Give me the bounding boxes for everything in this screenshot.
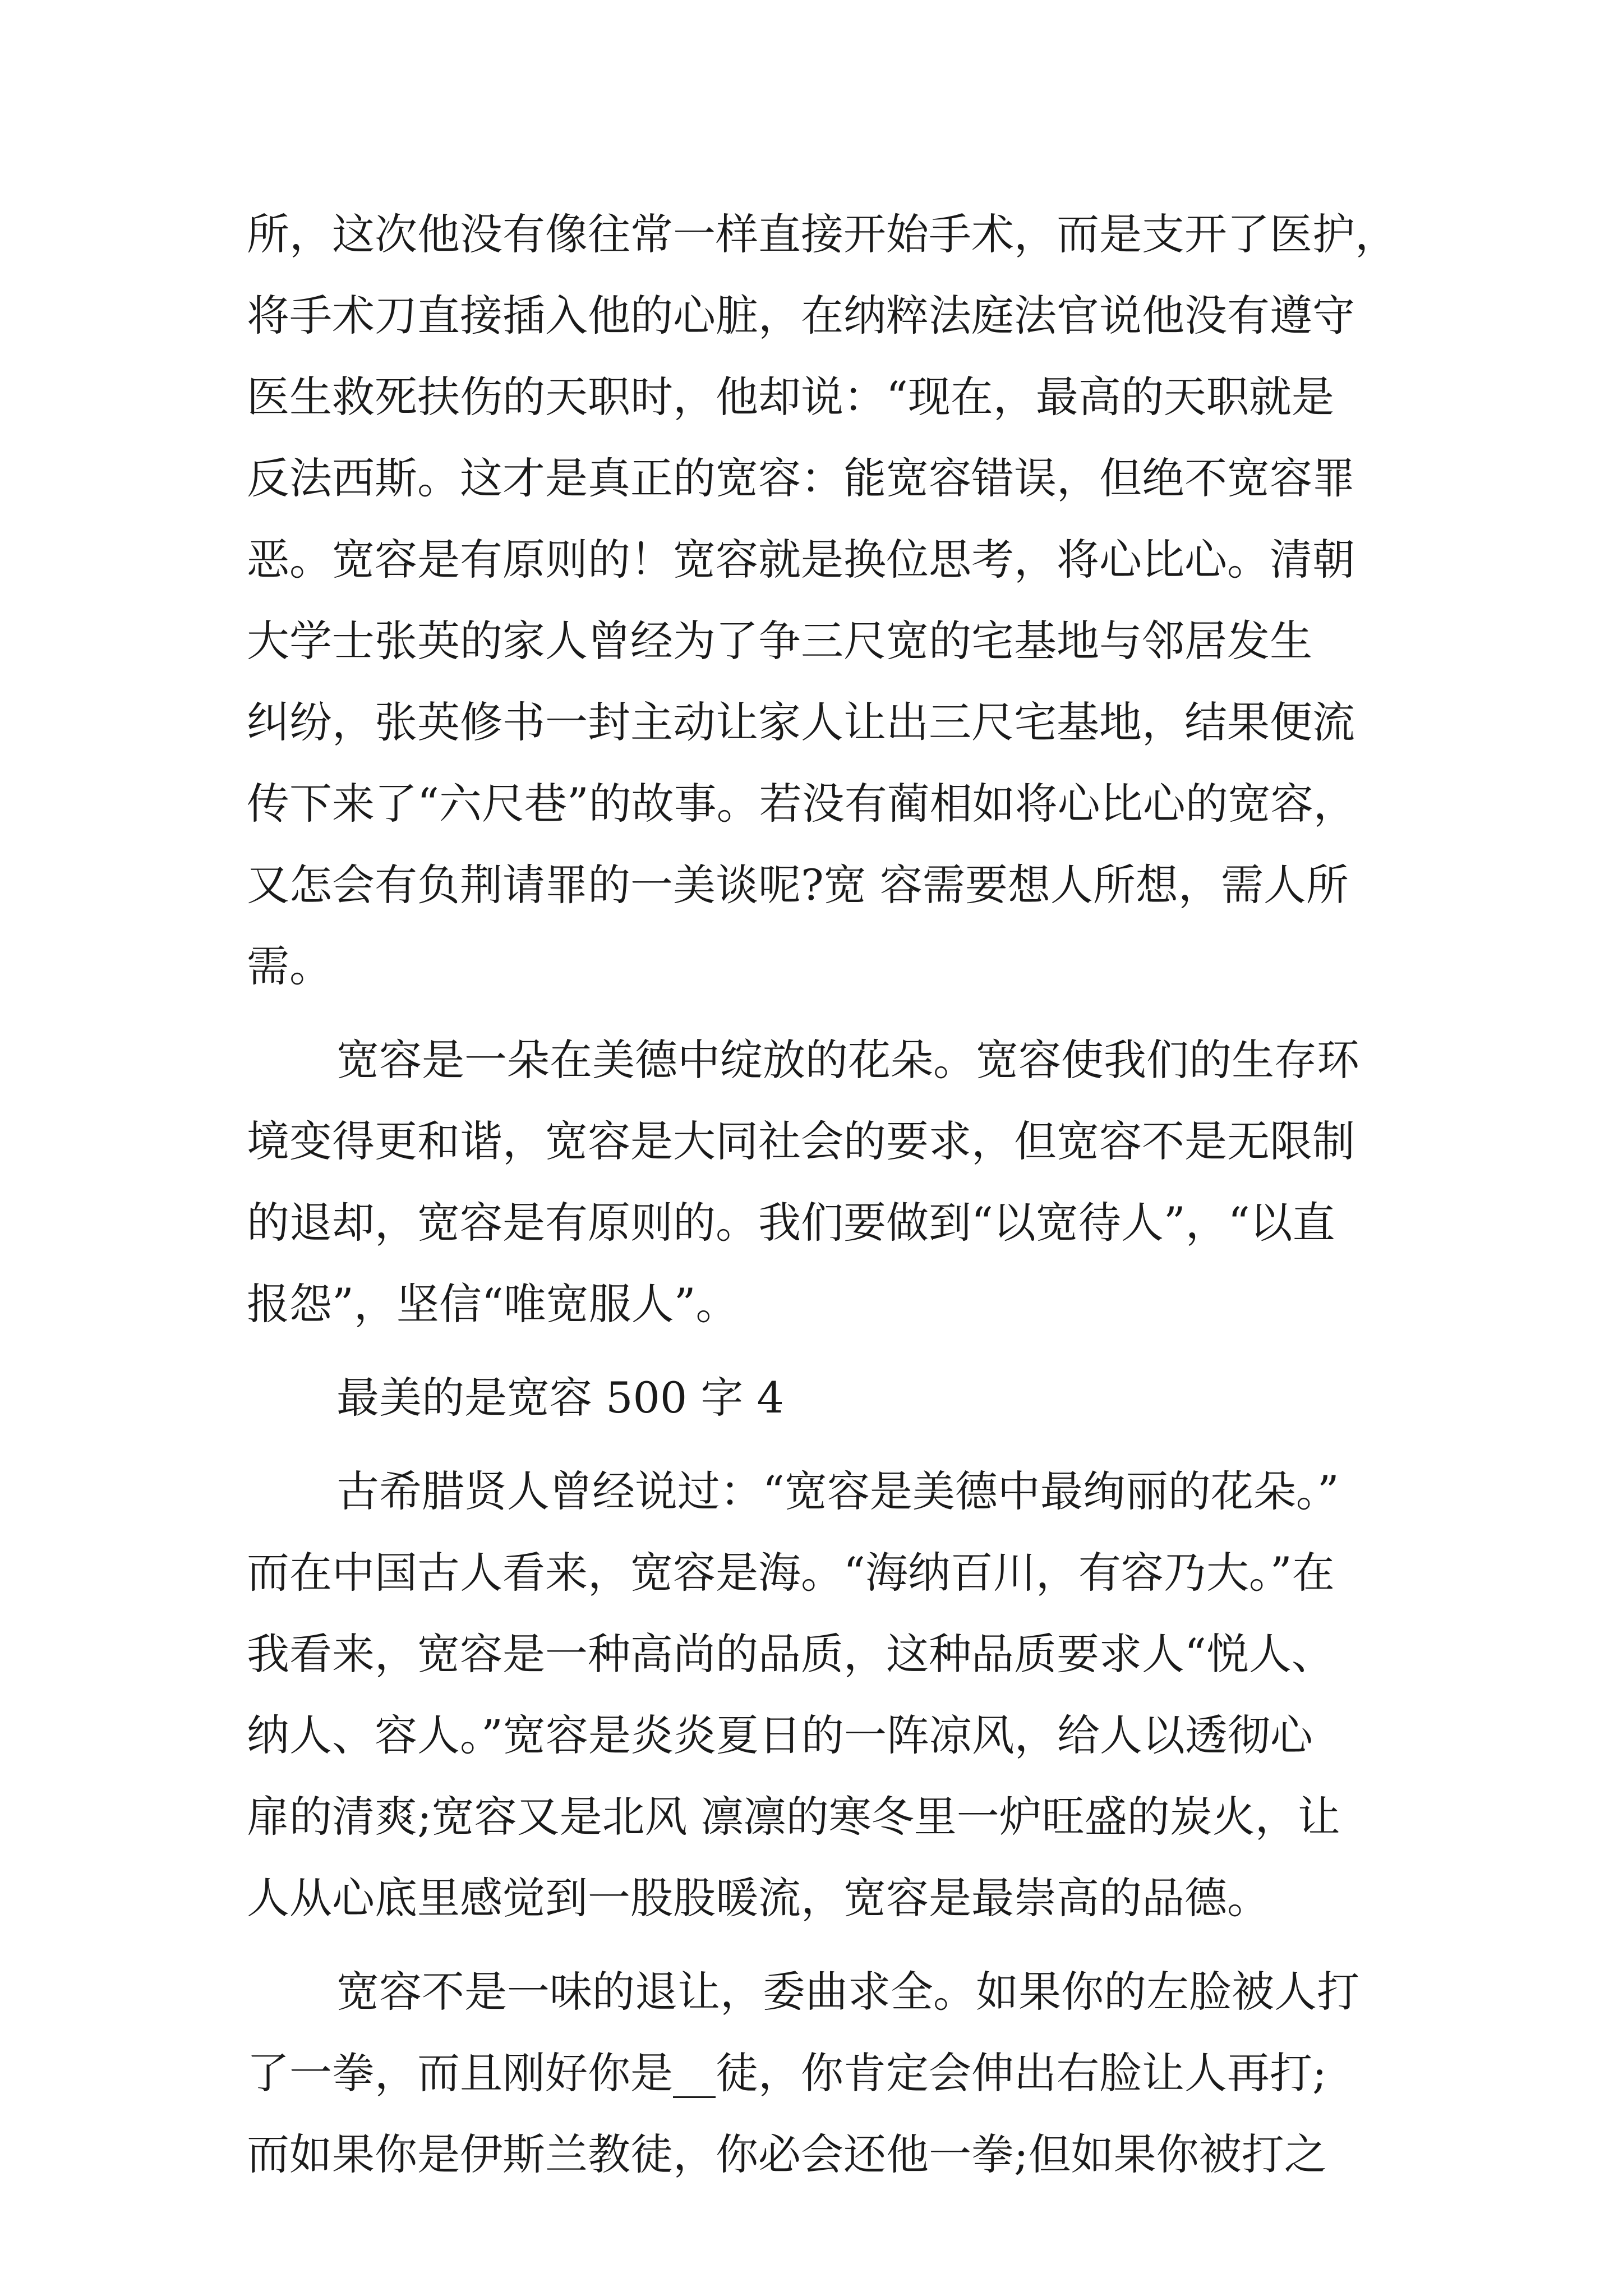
paragraph-gap xyxy=(247,1345,1391,1357)
text-line: 扉的清爽;宽容又是北风 凛凛的寒冬里一炉旺盛的炭火，让 xyxy=(247,1792,1340,1842)
text-line: 人从心底里感觉到一股股暖流，宽容是最崇高的品德。 xyxy=(247,1873,1270,1923)
text-line: 而在中国古人看来，宽容是海。“海纳百川，有容乃大。”在 xyxy=(247,1548,1335,1598)
text-line: 报怨”，坚信“唯宽服人”。 xyxy=(247,1279,739,1329)
paragraph-first-line: 宽容不是一味的退让，委曲求全。如果你的左脸被人打 xyxy=(336,1967,1359,2017)
paragraph-first-line: 宽容是一朵在美德中绽放的花朵。宽容使我们的生存环 xyxy=(336,1035,1359,1085)
paragraph-gap xyxy=(247,1438,1391,1451)
text-line: 我看来，宽容是一种高尚的品质，这种品质要求人“悦人、 xyxy=(247,1629,1334,1679)
text-line: 医生救死扶伤的天职时，他却说：“现在，最高的天职就是 xyxy=(247,372,1334,422)
paragraph-gap xyxy=(247,1007,1391,1019)
paragraph-gap xyxy=(247,1939,1391,1951)
text-line: 纳人、容人。”宽容是炎炎夏日的一阵凉风，给人以透彻心 xyxy=(247,1710,1313,1760)
text-line: 大学士张英的家人曾经为了争三尺宽的宅基地与邻居发生 xyxy=(247,616,1312,666)
text-line: 纠纷，张英修书一封主动让家人让出三尺宅基地，结果便流 xyxy=(247,697,1355,747)
text-line: 恶。宽容是有原则的！宽容就是换位思考，将心比心。清朝 xyxy=(247,535,1355,585)
text-line: 传下来了“六尺巷”的故事。若没有蔺相如将心比心的宽容， xyxy=(247,779,1356,829)
text-line: 而如果你是伊斯兰教徒，你必会还他一拳;但如果你被打之 xyxy=(247,2129,1327,2179)
text-line: 所，这次他没有像往常一样直接开始手术，而是支开了医护， xyxy=(247,209,1398,259)
body-text xyxy=(247,194,1398,2195)
section-heading: 最美的是宽容 500 字 4 xyxy=(336,1373,784,1423)
paragraph-first-line: 古希腊贤人曾经说过：“宽容是美德中最绚丽的花朵。” xyxy=(336,1466,1339,1516)
text-line: 又怎会有负荆请罪的一美谈呢?宽 容需要想人所想，需人所 xyxy=(247,860,1349,910)
text-line: 了一拳，而且刚好你是__徒，你肯定会伸出右脸让人再打; xyxy=(247,2048,1327,2098)
text-line: 反法西斯。这才是真正的宽容：能宽容错误，但绝不宽容罪 xyxy=(247,453,1355,503)
text-line: 将手术刀直接插入他的心脏，在纳粹法庭法官说他没有遵守 xyxy=(247,291,1355,341)
text-line: 需。 xyxy=(247,941,332,991)
text-line: 境变得更和谐，宽容是大同社会的要求，但宽容不是无限制 xyxy=(247,1116,1355,1166)
text-line: 的退却，宽容是有原则的。我们要做到“以宽待人”，“以直 xyxy=(247,1198,1335,1248)
